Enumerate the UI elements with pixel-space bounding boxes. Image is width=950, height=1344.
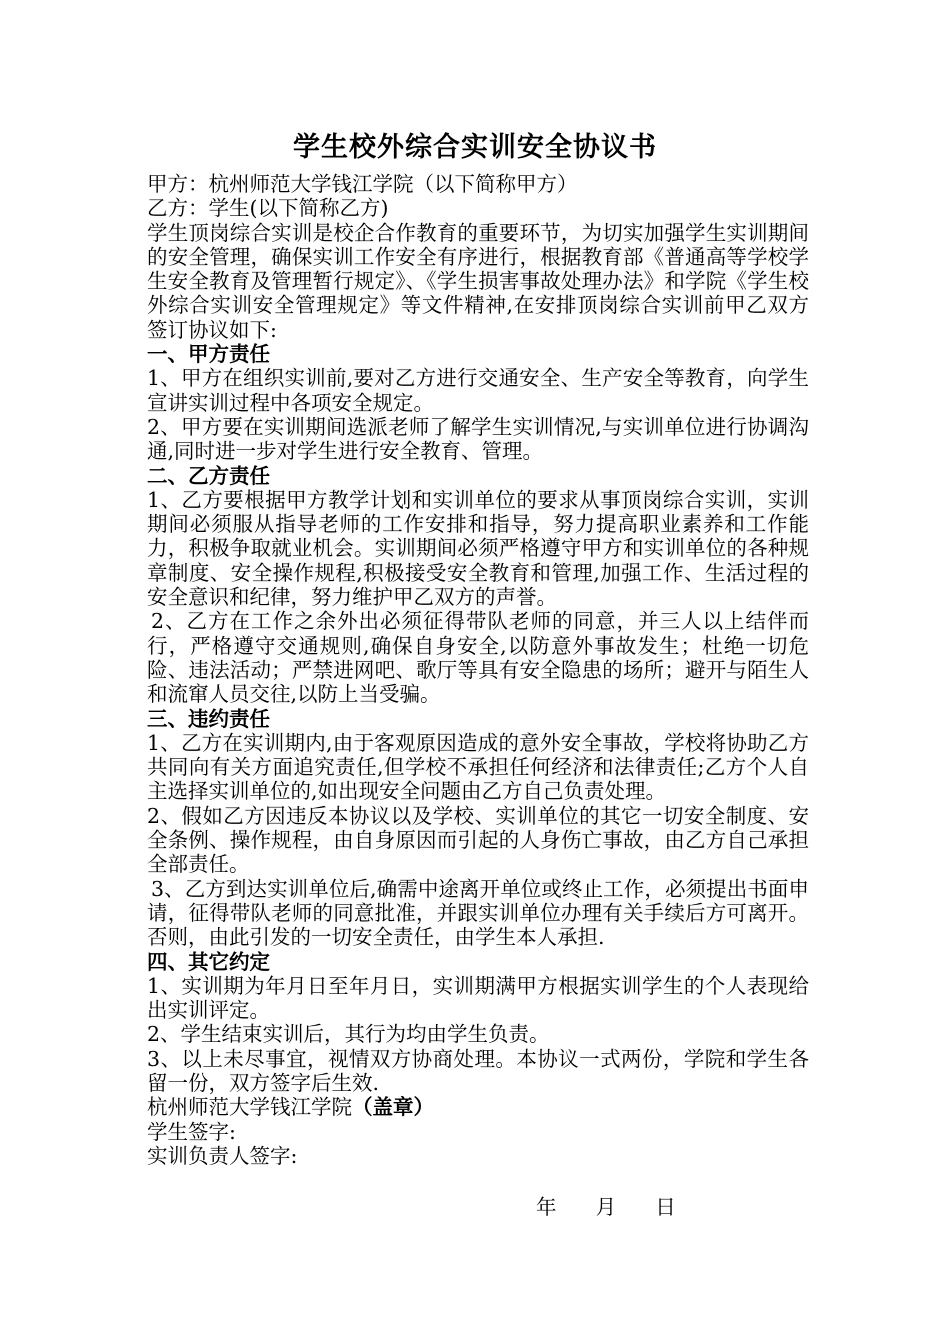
document-title: 学生校外综合实训安全协议书 — [293, 132, 657, 163]
date-month: 月 — [595, 1195, 617, 1219]
school-name: 杭州师范大学钱江学院 — [147, 1095, 352, 1120]
section-item: 1、乙方要根据甲方教学计划和实训单位的要求从事顶岗综合实训，实训期间必须服从指导老师的工作安排和指导，努力提高职业素养和工作能力，积极争取就业机会。实训期间必须严格遵守甲方和实训单位的各种规章制度、安全操作规程,积极接受安全教育和管理,加强工作、生活过程的安全意识和纪律，努力维护甲乙双方的声誉。 — [147, 487, 809, 610]
section-item: 1、实训期为年月日至年月日，实训期满甲方根据实训学生的个人表现给出实训评定。 — [147, 973, 809, 1023]
section-heading: 三、违约责任 — [147, 706, 270, 731]
supervisor-signature-line: 实训负责人签字: — [147, 1143, 298, 1168]
school-signature-line — [147, 1095, 809, 1119]
section-item: 2、乙方在工作之余外出必须征得带队老师的同意，并三人以上结伴而行，严格遵守交通规则,确保自身安全,以防意外事故发生；杜绝一切危险、违法活动；严禁进网吧、歌厅等具有安全隐患的场所；避开与陌生人和流窜人员交往,以防上当受骗。 — [147, 609, 809, 707]
section-item: 2、学生结束实训后，其行为均由学生负责。 — [147, 1022, 550, 1047]
section-item: 2、假如乙方因违反本协议以及学校、实训单位的其它一切安全制度、安全条例、操作规程，由自身原因而引起的人身伤亡事故，由乙方自己承担全部责任。 — [147, 803, 809, 877]
intro-paragraph: 学生顶岗综合实训是校企合作教育的重要环节，为切实加强学生实训期间的安全管理，确保实训工作安全有序进行，根据教育部《普通高等学校学生安全教育及管理暂行规定》、《学生损害事故处理办法》和学院《学生校外综合实训安全管理规定》等文件精神,在安排顶岗综合实训前甲乙双方签订协议如下: — [147, 220, 809, 342]
student-signature-line: 学生签字: — [147, 1119, 236, 1144]
section-heading: 一、甲方责任 — [147, 342, 270, 367]
date-line — [536, 1195, 676, 1219]
section-heading: 二、乙方责任 — [147, 463, 270, 488]
date-day: 日 — [655, 1195, 676, 1219]
section-item: 3、乙方到达实训单位后,确需中途离开单位或终止工作，必须提出书面申请，征得带队老师的同意批准，并跟实训单位办理有关手续后方可离开。否则，由此引发的一切安全责任，由学生本人承担. — [147, 876, 809, 950]
date-year: 年 — [536, 1195, 557, 1219]
section-item: 1、乙方在实训期内,由于客观原因造成的意外安全事故，学校将协助乙方共同向有关方面追究责任,但学校不承担任何经济和法律责任;乙方个人自主选择实训单位的,如出现安全问题由乙方自己负责处理。 — [147, 730, 809, 804]
section-heading: 四、其它约定 — [147, 949, 270, 974]
party-b-line: 乙方：学生(以下简称乙方) — [147, 196, 389, 221]
section-item: 1、甲方在组织实训前,要对乙方进行交通安全、生产安全等教育，向学生宣讲实训过程中各项安全规定。 — [147, 366, 809, 415]
party-a-line: 甲方：杭州师范大学钱江学院（以下简称甲方） — [147, 172, 578, 196]
document-body — [147, 172, 809, 1168]
section-item: 2、甲方要在实训期间选派老师了解学生实训情况,与实训单位进行协调沟通,同时进一步对学生进行安全教育、管理。 — [147, 414, 809, 464]
section-item: 3、以上未尽事宜，视情双方协商处理。本协议一式两份，学院和学生各留一份，双方签字后生效. — [147, 1046, 809, 1095]
stamp-label: （盖章） — [352, 1095, 434, 1120]
